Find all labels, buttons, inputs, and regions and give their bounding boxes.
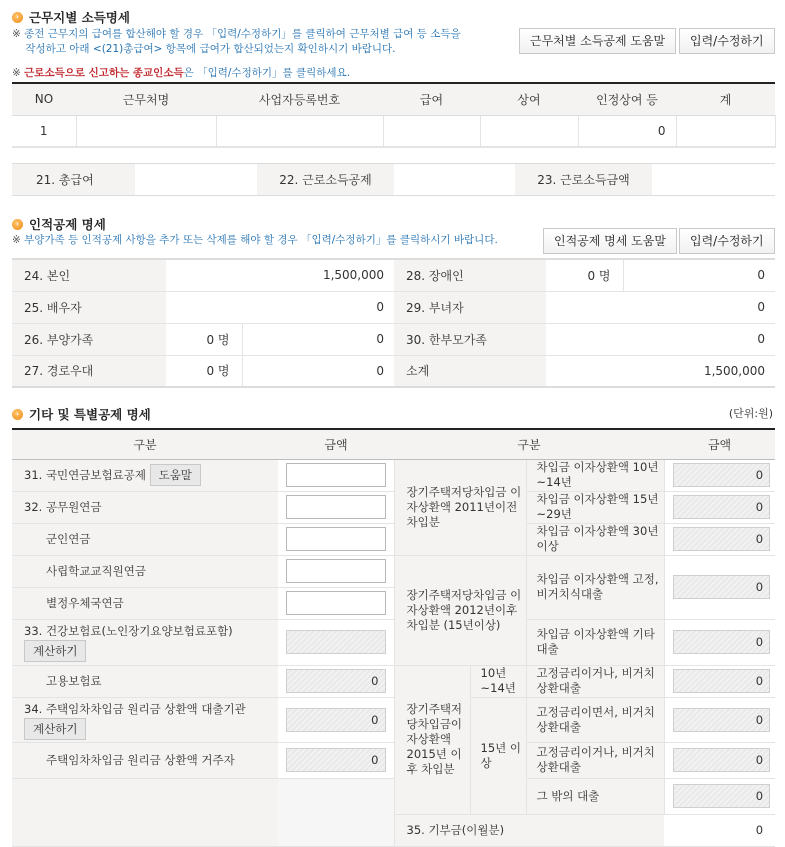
personal-deduction-note: ※ 부양가족 등 인적공제 사항을 추가 또는 삭제를 해야 할 경우 「입력/수정하기」를 클릭하시기 바랍니다.: [12, 234, 498, 246]
senior-value: 0: [242, 355, 394, 387]
mortgage-post2012-other-input[interactable]: [673, 630, 771, 654]
senior-count: 0 명: [166, 355, 242, 387]
table-row: [12, 323, 775, 355]
income-summary-table: [12, 163, 775, 196]
table-row: [12, 291, 775, 323]
mortgage-pre2011-15-29-label: 차입금 이자상환액 15년~29년: [526, 491, 664, 523]
table-header-row: [12, 83, 775, 115]
mortgage-pre2011-group: 장기주택저당차입금 이자상환액 2011년이전 차입분: [394, 459, 526, 555]
empty-cell: [278, 778, 394, 846]
spouse-label: 25. 배우자: [12, 291, 166, 323]
cell-salary: [383, 115, 480, 147]
health-insurance-calc-button[interactable]: 계산하기: [24, 640, 86, 662]
mortgage-pre2011-15-29-input[interactable]: [673, 495, 771, 519]
col-header-category-left: 구분: [12, 429, 278, 459]
mortgage-post2015-15-label: 15년 이상: [470, 697, 526, 814]
empty-cell: [12, 778, 278, 846]
military-pension-label: 군인연금: [12, 523, 278, 555]
dependents-count: 0 명: [166, 323, 242, 355]
mortgage-pre2011-10-14-input[interactable]: [673, 463, 771, 487]
col-header-salary: 급여: [383, 83, 480, 115]
mortgage-post2015-b-label: 고정금리이면서, 비거치상환대출: [526, 697, 664, 742]
mortgage-post2012-other-label: 차입금 이자상환액 기타대출: [526, 619, 664, 665]
section-bullet-icon: ›: [12, 409, 23, 420]
col-header-amount-left: 금액: [278, 429, 394, 459]
table-row: [12, 115, 775, 147]
workplace-income-table: [12, 82, 776, 148]
col-header-category-right: 구분: [394, 429, 664, 459]
national-pension-help-button[interactable]: 도움말: [150, 464, 201, 486]
section-bullet-icon: ›: [12, 219, 23, 230]
special-deduction-table: [12, 428, 775, 847]
col-header-total: 계: [676, 83, 775, 115]
mortgage-post2015-other-label: 그 밖의 대출: [526, 778, 664, 814]
section-bullet-icon: ›: [12, 12, 23, 23]
mortgage-pre2011-30-input[interactable]: [673, 527, 771, 551]
col-header-bonus: 상여: [480, 83, 578, 115]
teacher-pension-input[interactable]: [286, 559, 386, 583]
unit-label: (단위:원): [728, 407, 773, 420]
table-header-row: [12, 429, 775, 459]
single-parent-label: 30. 한부모가족: [394, 323, 546, 355]
mortgage-post2012-fixed-input[interactable]: [673, 575, 771, 599]
workplace-deduction-help-button[interactable]: 근무처별 소득공제 도움말: [519, 28, 676, 54]
workplace-note: ※ 종전 근무지의 급여를 합산해야 할 경우 「입력/수정하기」를 클릭하여 근무처별 급여 등 소득을 작성하고 아래 <(21)총급여> 항목에 급여가 합산되었는지 확인하시기 바랍니다.: [12, 28, 461, 55]
self-label: 24. 본인: [12, 259, 166, 291]
female-householder-label: 29. 부녀자: [394, 291, 546, 323]
donation-carryover-label: 35. 기부금(이월분): [394, 814, 664, 846]
cell-total: [676, 115, 775, 147]
mortgage-post2015-c-label: 고정금리이거나, 비거치상환대출: [526, 742, 664, 778]
subtotal-value: 1,500,000: [546, 355, 775, 387]
health-insurance-label: 33. 건강보험료(노인장기요양보험료포함) 계산하기: [12, 619, 278, 665]
earned-income-value: [652, 164, 775, 196]
national-pension-label: 31. 국민연금보험료공제 도움말: [12, 459, 278, 491]
mortgage-pre2011-10-14-label: 차입금 이자상환액 10년~14년: [526, 459, 664, 491]
employment-insurance-label: 고용보험료: [12, 665, 278, 697]
post-office-pension-label: 별정우체국연금: [12, 587, 278, 619]
civil-pension-input[interactable]: [286, 495, 386, 519]
religious-income-note: ※ 근로소득으로 신고하는 종교인소득은 「입력/수정하기」를 클릭하세요.: [12, 67, 351, 79]
teacher-pension-label: 사립학교교직원연금: [12, 555, 278, 587]
mortgage-post2012-group: 장기주택저당차입금 이자상환액 2012년이후 차입분 (15년이상): [394, 555, 526, 665]
income-deduction-value: [394, 164, 515, 196]
table-row: [12, 259, 775, 291]
col-header-business-number: 사업자등록번호: [216, 83, 383, 115]
cell-bonus: [480, 115, 578, 147]
cell-business-number: [216, 115, 383, 147]
mortgage-post2015-10-14-label: 10년~14년: [470, 665, 526, 697]
housing-rent-loan-calc-button[interactable]: 계산하기: [24, 718, 86, 740]
single-parent-value: 0: [546, 323, 775, 355]
housing-rent-loan-institution-label: 34. 주택임차차입금 원리금 상환액 대출기관 계산하기: [12, 697, 278, 742]
mortgage-post2015-a-label: 고정금리이거나, 비거치상환대출: [526, 665, 664, 697]
mortgage-pre2011-30-label: 차입금 이자상환액 30년 이상: [526, 523, 664, 555]
post-office-pension-input[interactable]: [286, 591, 386, 615]
donation-carryover-value: 0: [664, 814, 775, 846]
personal-deduction-edit-button[interactable]: 입력/수정하기: [679, 228, 775, 254]
col-header-amount-right: 금액: [664, 429, 775, 459]
dependents-value: 0: [242, 323, 394, 355]
personal-deduction-table: [12, 258, 775, 388]
cell-no: 1: [12, 115, 76, 147]
dependents-label: 26. 부양가족: [12, 323, 166, 355]
disabled-value: 0: [623, 259, 775, 291]
personal-deduction-help-button[interactable]: 인적공제 명세 도움말: [543, 228, 677, 254]
table-row: [12, 355, 775, 387]
housing-rent-loan-institution-input[interactable]: [286, 708, 386, 732]
civil-pension-label: 32. 공무원연금: [12, 491, 278, 523]
spouse-value: 0: [166, 291, 394, 323]
housing-rent-loan-resident-label: 주택임차차입금 원리금 상환액 거주자: [12, 742, 278, 778]
national-pension-input[interactable]: [286, 463, 386, 487]
mortgage-post2015-group: 장기주택저당차입금이자상환액 2015년 이후 차입분: [394, 665, 470, 814]
earned-income-label: 23. 근로소득금액: [515, 164, 652, 196]
mortgage-post2015-b-input[interactable]: [673, 708, 771, 732]
col-header-no: NO: [12, 83, 76, 115]
health-insurance-input[interactable]: [286, 630, 386, 654]
self-value: 1,500,000: [166, 259, 394, 291]
mortgage-post2012-fixed-label: 차입금 이자상환액 고정,비거치식대출: [526, 555, 664, 619]
senior-label: 27. 경로우대: [12, 355, 166, 387]
housing-rent-loan-resident-input[interactable]: [286, 748, 386, 772]
total-salary-label: 21. 총급여: [12, 164, 135, 196]
col-header-workplace-name: 근무처명: [76, 83, 216, 115]
subtotal-label: 소계: [394, 355, 546, 387]
total-salary-value: [135, 164, 257, 196]
disabled-count: 0 명: [546, 259, 623, 291]
female-householder-value: 0: [546, 291, 775, 323]
cell-deemed-bonus: 0: [578, 115, 676, 147]
workplace-edit-button[interactable]: 입력/수정하기: [679, 28, 775, 54]
section-title-special-deduction: › 기타 및 특별공제 명세: [12, 405, 151, 423]
mortgage-post2015-a-input[interactable]: [673, 669, 771, 693]
section-title-income-by-workplace: › 근무지별 소득명세: [12, 8, 130, 26]
employment-insurance-input[interactable]: [286, 669, 386, 693]
col-header-deemed-bonus: 인정상여 등: [578, 83, 676, 115]
military-pension-input[interactable]: [286, 527, 386, 551]
income-deduction-label: 22. 근로소득공제: [257, 164, 394, 196]
section-title-personal-deduction: › 인적공제 명세: [12, 215, 106, 233]
cell-workplace-name: [76, 115, 216, 147]
disabled-label: 28. 장애인: [394, 259, 546, 291]
mortgage-post2015-other-input[interactable]: [673, 784, 771, 808]
mortgage-post2015-c-input[interactable]: [673, 748, 771, 772]
